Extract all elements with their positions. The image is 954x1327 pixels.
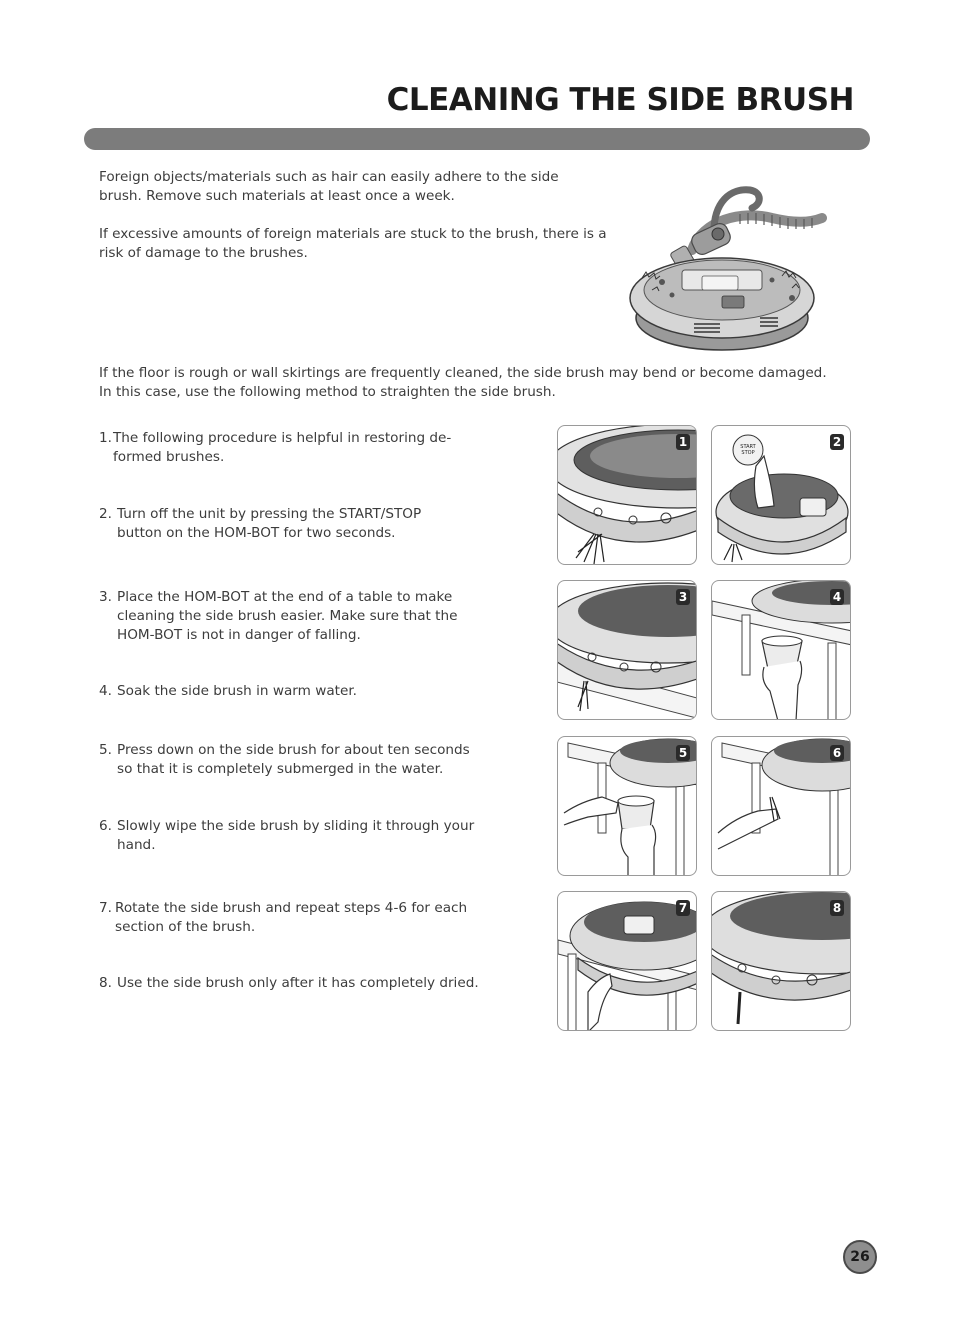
step-3-line-3: HOM-BOT is not in danger of falling.	[117, 627, 361, 643]
step-1	[99, 429, 499, 467]
step-illustration-7	[557, 891, 697, 1031]
step-4-line-1: Soak the side brush in warm water.	[117, 683, 358, 699]
step-3-line-1: Place the HOM-BOT at the end of a table to make	[117, 589, 453, 605]
title-underline-bar	[84, 128, 870, 150]
step-badge-7: 7	[676, 900, 690, 916]
robot-vacuum-hose-illustration	[622, 180, 834, 356]
step-6	[99, 817, 499, 855]
step-illustration-8	[711, 891, 851, 1031]
page-number: 26	[843, 1240, 877, 1274]
step-3-line-2: cleaning the side brush easier. Make sure that the	[117, 608, 458, 624]
intro-p1-line1: Foreign objects/materials such as hair can easily adhere to the side	[99, 169, 559, 185]
step-2	[99, 505, 499, 543]
step-badge-2: 2	[830, 434, 844, 450]
step-2-line-2: button on the HOM-BOT for two seconds.	[117, 525, 396, 541]
start-stop-label-1: START	[740, 444, 756, 450]
step-5-number: 5.	[99, 742, 112, 758]
step-1-line-1: The following procedure is helpful in restoring de-	[113, 430, 452, 446]
step-illustration-5	[557, 736, 697, 876]
step-6-line-1: Slowly wipe the side brush by sliding it through your	[117, 818, 475, 834]
step-illustration-2	[711, 425, 851, 565]
step-5-line-2: so that it is completely submerged in the water.	[117, 761, 444, 777]
intro-paragraph-2	[99, 225, 607, 263]
intro-paragraph-1	[99, 168, 559, 206]
step-7-line-2: section of the brush.	[115, 919, 256, 935]
step-5	[99, 741, 499, 779]
intro-p1-line2: brush. Remove such materials at least once a week.	[99, 188, 455, 204]
step-5-line-1: Press down on the side brush for about ten seconds	[117, 742, 470, 758]
step-badge-6: 6	[830, 745, 844, 761]
intro-p2-line1: If excessive amounts of foreign materials are stuck to the brush, there is a	[99, 226, 607, 242]
step-2-line-1: Turn off the unit by pressing the START/STOP	[117, 506, 422, 522]
step-8	[99, 974, 499, 993]
step-badge-1: 1	[676, 434, 690, 450]
step-illustration-4	[711, 580, 851, 720]
step-illustration-3	[557, 580, 697, 720]
step-4-number: 4.	[99, 683, 112, 699]
intro-p3-line1: If the floor is rough or wall skirtings are frequently cleaned, the side brush may bend or become damaged.	[99, 365, 827, 381]
step-8-number: 8.	[99, 975, 112, 991]
step-8-line-1: Use the side brush only after it has completely dried.	[117, 975, 479, 991]
step-badge-8: 8	[830, 900, 844, 916]
step-badge-4: 4	[830, 589, 844, 605]
step-2-number: 2.	[99, 506, 112, 522]
start-stop-label-2: STOP	[741, 450, 755, 456]
step-1-number: 1.	[99, 430, 112, 446]
step-3	[99, 588, 499, 645]
page-title: CLEANING THE SIDE BRUSH	[386, 82, 854, 118]
step-7	[99, 899, 499, 937]
step-6-number: 6.	[99, 818, 112, 834]
step-1-line-2: formed brushes.	[113, 449, 225, 465]
step-4	[99, 682, 499, 701]
step-illustration-1	[557, 425, 697, 565]
step-3-number: 3.	[99, 589, 112, 605]
step-7-number: 7.	[99, 900, 112, 916]
step-6-line-2: hand.	[117, 837, 156, 853]
intro-p3-line2: In this case, use the following method to straighten the side brush.	[99, 384, 556, 400]
step-badge-3: 3	[676, 589, 690, 605]
intro-paragraph-3	[99, 364, 827, 402]
intro-p2-line2: risk of damage to the brushes.	[99, 245, 308, 261]
step-badge-5: 5	[676, 745, 690, 761]
step-7-line-1: Rotate the side brush and repeat steps 4-6 for each	[115, 900, 468, 916]
step-illustration-6	[711, 736, 851, 876]
